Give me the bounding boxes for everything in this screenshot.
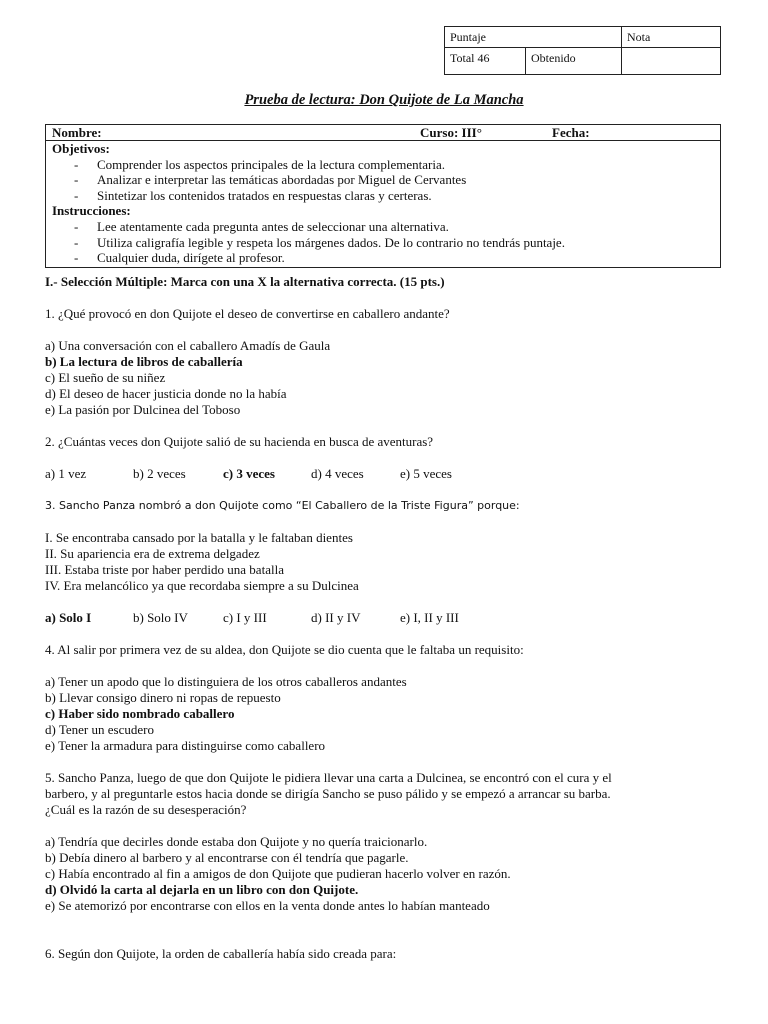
- question-6: 6. Según don Quijote, la orden de caballería había sido creada para:: [45, 946, 397, 961]
- q4-option-c[interactable]: c) Haber sido nombrado caballero: [45, 706, 235, 721]
- q5-option-b[interactable]: b) Debía dinero al barbero y al encontrarse con él tendría que pagarle.: [45, 850, 409, 865]
- q1-option-d[interactable]: d) El deseo de hacer justicia donde no la había: [45, 386, 287, 401]
- score-nota-cell: Nota: [622, 27, 721, 48]
- q3-options: [45, 610, 725, 626]
- instruccion-item: - Cualquier duda, dirígete al profesor.: [74, 250, 285, 266]
- instrucciones-label: Instrucciones:: [52, 203, 131, 219]
- question-1: 1. ¿Qué provocó en don Quijote el deseo de convertirse en caballero andante?: [45, 306, 450, 321]
- q2-option-b[interactable]: b) 2 veces: [133, 466, 186, 481]
- score-nota-value-cell[interactable]: [622, 48, 721, 75]
- q2-option-e[interactable]: e) 5 veces: [400, 466, 452, 481]
- question-5-line: barbero, y al preguntarle estos hacia donde se dirigía Sancho se puso pálido y se empezó a arrancar su barba.: [45, 786, 611, 801]
- objetivos-label: Objetivos:: [52, 141, 110, 156]
- q4-option-b[interactable]: b) Llevar consigo dinero ni ropas de repuesto: [45, 690, 281, 705]
- q2-option-a[interactable]: a) 1 vez: [45, 466, 87, 481]
- q1-option-a[interactable]: a) Una conversación con el caballero Amadís de Gaula: [45, 338, 331, 353]
- fecha-label: Fecha:: [552, 125, 590, 140]
- q4-option-e[interactable]: e) Tener la armadura para distinguirse como caballero: [45, 738, 326, 753]
- objetivo-item: - Analizar e interpretar las temáticas abordadas por Miguel de Cervantes: [74, 172, 467, 188]
- nombre-label: Nombre:: [52, 125, 102, 140]
- score-total-cell: Total 46: [445, 48, 526, 75]
- q3-statement: IV. Era melancólico ya que recordaba siempre a su Dulcinea: [45, 578, 359, 593]
- instruccion-item: - Lee atentamente cada pregunta antes de seleccionar una alternativa.: [74, 218, 449, 234]
- q5-option-e[interactable]: e) Se atemorizó por encontrarse con ellos en la venta donde antes lo habían manteado: [45, 898, 490, 913]
- q2-options: [45, 466, 725, 482]
- q1-option-e[interactable]: e) La pasión por Dulcinea del Toboso: [45, 402, 241, 417]
- q2-option-d[interactable]: d) 4 veces: [311, 466, 364, 481]
- question-3: 3. Sancho Panza nombró a don Quijote como “El Caballero de la Triste Figura” porque:: [45, 499, 520, 512]
- q3-statement: II. Su apariencia era de extrema delgadez: [45, 546, 260, 561]
- instruccion-item: - Utiliza caligrafía legible y respeta los márgenes dados. De lo contrario no tendrás puntaje.: [74, 234, 565, 250]
- q3-statement: I. Se encontraba cansado por la batalla y le faltaban dientes: [45, 530, 353, 545]
- info-box: [45, 124, 721, 268]
- page-title: Prueba de lectura: Don Quijote de La Mancha: [244, 92, 524, 108]
- exam-content: [45, 274, 725, 962]
- q1-option-b[interactable]: b) La lectura de libros de caballería: [45, 354, 243, 369]
- q4-option-d[interactable]: d) Tener un escudero: [45, 722, 154, 737]
- question-2: 2. ¿Cuántas veces don Quijote salió de su hacienda en busca de aventuras?: [45, 434, 434, 449]
- q1-option-c[interactable]: c) El sueño de su niñez: [45, 370, 166, 385]
- question-5-line: ¿Cuál es la razón de su desesperación?: [45, 802, 247, 817]
- q3-option-d[interactable]: d) II y IV: [311, 610, 361, 625]
- q4-option-a[interactable]: a) Tener un apodo que lo distinguiera de los otros caballeros andantes: [45, 674, 407, 689]
- student-header: [46, 125, 720, 141]
- q3-statement: III. Estaba triste por haber perdido una batalla: [45, 562, 284, 577]
- q5-option-c[interactable]: c) Había encontrado al fin a amigos de don Quijote que pudieran hacerlo volver en razón.: [45, 866, 511, 881]
- curso-label: Curso: III°: [420, 125, 482, 140]
- section-heading: I.- Selección Múltiple: Marca con una X la alternativa correcta. (15 pts.): [45, 274, 445, 289]
- info-body: [46, 141, 720, 267]
- q5-option-a[interactable]: a) Tendría que decirles donde estaba don Quijote y no quería traicionarlo.: [45, 834, 428, 849]
- q3-option-e[interactable]: e) I, II y III: [400, 610, 459, 625]
- score-obtenido-cell: Obtenido: [526, 48, 622, 75]
- question-4: 4. Al salir por primera vez de su aldea, don Quijote se dio cuenta que le faltaba un requisito:: [45, 642, 524, 657]
- q3-option-a[interactable]: a) Solo I: [45, 610, 92, 625]
- q3-option-c[interactable]: c) I y III: [223, 610, 267, 625]
- objetivo-item: - Sintetizar los contenidos tratados en respuestas claras y certeras.: [74, 187, 432, 203]
- question-5-line: 5. Sancho Panza, luego de que don Quijote le pidiera llevar una carta a Dulcinea, se encontró con el cura y el: [45, 770, 612, 785]
- q2-option-c[interactable]: c) 3 veces: [223, 466, 275, 481]
- score-table: [444, 26, 721, 75]
- q3-option-b[interactable]: b) Solo IV: [133, 610, 188, 625]
- score-puntaje-cell: Puntaje: [445, 27, 622, 48]
- q5-option-d[interactable]: d) Olvidó la carta al dejarla en un libro con don Quijote.: [45, 882, 359, 897]
- objetivo-item: - Comprender los aspectos principales de la lectura complementaria.: [74, 156, 445, 172]
